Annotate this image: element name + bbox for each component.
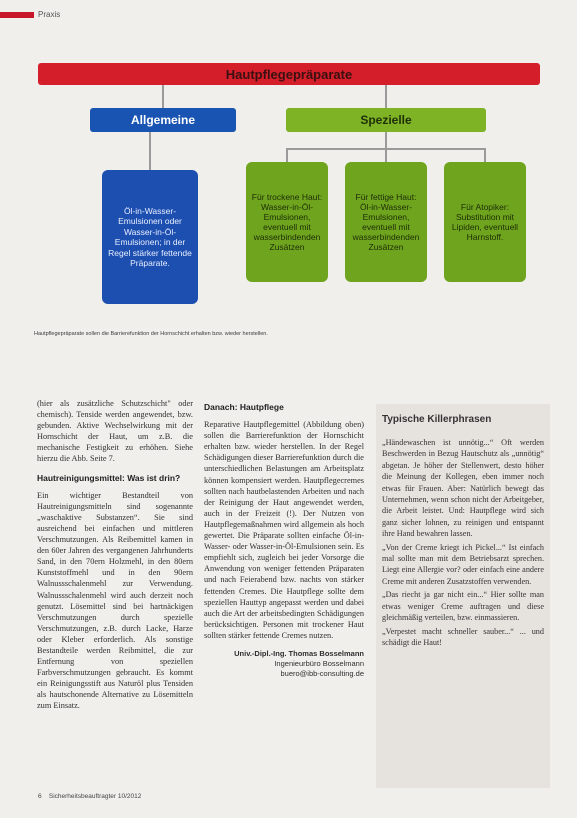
figure-caption: Hautpflegepräparate sollen die Barrierefunktion der Hornschicht erhalten bzw. wieder herstellen. [34, 331, 268, 337]
connector [162, 85, 164, 108]
connector [385, 132, 387, 148]
allgemeine-item: Öl-in-Wasser-Emulsionen oder Wasser-in-Öl-Emulsionen; in der Regel stärker fettende Präparate. [102, 170, 198, 304]
connector [385, 85, 387, 108]
author-block [204, 649, 364, 679]
sidebar-body [376, 431, 550, 648]
connector [484, 148, 486, 162]
spezielle-item-atopic: Für Atopiker: Substitution mit Lipiden, eventuell Harnstoff. [444, 162, 526, 282]
author-web: buero@ibb-consulting.de [280, 668, 364, 678]
sidebar-paragraph: „Von der Creme kriegt ich Pickel...“ Ist einfach mal sollte man mit dem Betriebsarzt sprechen. Liegt eine Allergie vor? oder einfach eine andere Creme mit anderen Zusatzstoffen verwenden. [382, 542, 544, 586]
intro-text: (hier als zusätzliche Schutzschicht" oder chemisch). Tenside werden angewendet, bzw. gebunden. Aktive Wechselwirkung mit der Hornschicht der Haut, um z.B. die mechanische Festigkeit zu erhöhen. Siehe hierzu die Abb. Seite 7. [37, 399, 193, 464]
author-role: Ingenieurbüro Bosselmann [274, 658, 364, 668]
section-heading: Danach: Hautpflege [204, 402, 284, 412]
body-text: Reparative Hautpflegemittel (Abbildung oben) sollen die Barrierefunktion der Hornschicht erhalten bzw. wieder herstellen. In der Regel Schädigungen dieser Barrierefunktion durch die unterschiedlichen Belastungen am Arbeitsplatz können kompensiert werden. Hautpflegecremes sollten nach hautbelastenden Arbeiten und nach der Reinigung der Haut angewendet werden, auch in der Freizeit (!). Der Nutzen von Hautpflegemaßnahmen wird allgemein als hoch gewertet. Die Präparate sollten einfache Öl-in-Wasser- oder Wasser-in-Öl-Emulsionen sein. Es empfiehlt sich, zugleich bei jeder Vorsorge die Anwendung von weniger fettenden Präparaten und nach Feierabend bzw. nachts von stärker fettenden Cremes. Die Hautpflege sollte dem speziellen Hauttyp angepasst werden und dabei auch die Art der arbeitsbedingten Schädigungen berücksichtigen. Personen mit trockener Haut sollten stärker fettende Cremes nutzen. [204, 420, 364, 640]
sidebar-paragraph: „Verpestet macht schneller sauber...“ ... und schädigt die Haut! [382, 626, 544, 647]
diagram [34, 58, 544, 324]
column-1 [37, 398, 193, 712]
category-allgemeine: Allgemeine [90, 108, 236, 132]
sidebar-title: Typische Killerphrasen [382, 414, 492, 425]
sidebar-paragraph: „Händewaschen ist unnötig...“ Oft werden Beschwerden in Bezug Hautschutz als „unnötig“ abgetan. Je höher der Stellenwert, desto höher die Meinung der Kollegen, eben immer noch etwas für Frauen. Aber: Natürlich bewegt das Unternehmen, wenn schon nicht der Arbeitgeber, die Arbeit leistet. Und: Hautpflege wird sich ganz sicher lohnen, zu reinigen und entspannt ihre Hand bewahren lassen. [382, 438, 544, 539]
connector [149, 132, 151, 170]
footer [38, 793, 141, 800]
spezielle-item-oily-skin: Für fettige Haut: Öl-in-Wasser-Emulsionen, eventuell mit wasserbindenden Zusätzen [345, 162, 427, 282]
diagram-title: Hautpflegepräparate [38, 63, 540, 85]
section-label: Praxis [38, 10, 61, 19]
section-marker [0, 12, 34, 18]
body-text: Ein wichtiger Bestandteil von Hautreinigungsmitteln sind sogenannte „waschaktive Substanzen“. Sie sind ausreichend bei einfachen und mittleren Verschmutzungen. Als Reibemittel kamen in den 60er Jahren des vergangenen Jahrhunderts Sand, in den 70ern Holzmehl, in den 80ern Kunststoffmehl und in den 90ern Walnussschalenmehl zur Verwendung. Walnussschalenmehl wird auch derzeit noch genutzt. Lösemittel sind bei hartnäckigen Verschmutzungen durch spezielle Verschmutzungen, z.B. durch Lacke, Harze oder Kleber erforderlich. Als sonstige Bestandteile werden Reibmittel, die zur Entfernung von speziellen Farbverschmutzungen gebraucht. Es kommt ein Reinigungsstift aus Naturöl plus Tensiden als hautschonende Alternative zu Lösemitteln zum Einsatz. [37, 490, 193, 711]
publication-name: Sicherheitsbeauftragter 10/2012 [48, 793, 142, 800]
author-name: Univ.-Dipl.-Ing. Thomas Bosselmann [234, 648, 364, 658]
sidebar-paragraph: „Das riecht ja gar nicht ein...“ Hier sollte man etwas weniger Creme auftragen und diese gleichmäßig verteilen, bzw. einmassieren. [382, 590, 544, 623]
page-number: 6 [38, 793, 42, 800]
column-2 [204, 402, 364, 679]
spezielle-item-dry-skin: Für trockene Haut: Wasser-in-Öl-Emulsionen, eventuell mit wasserbindenden Zusätzen [246, 162, 328, 282]
connector [286, 148, 288, 162]
connector [385, 148, 387, 162]
section-heading: Hautreinigungsmittel: Was ist drin? [37, 472, 181, 483]
sidebar-box [376, 404, 550, 788]
category-spezielle: Spezielle [286, 108, 486, 132]
